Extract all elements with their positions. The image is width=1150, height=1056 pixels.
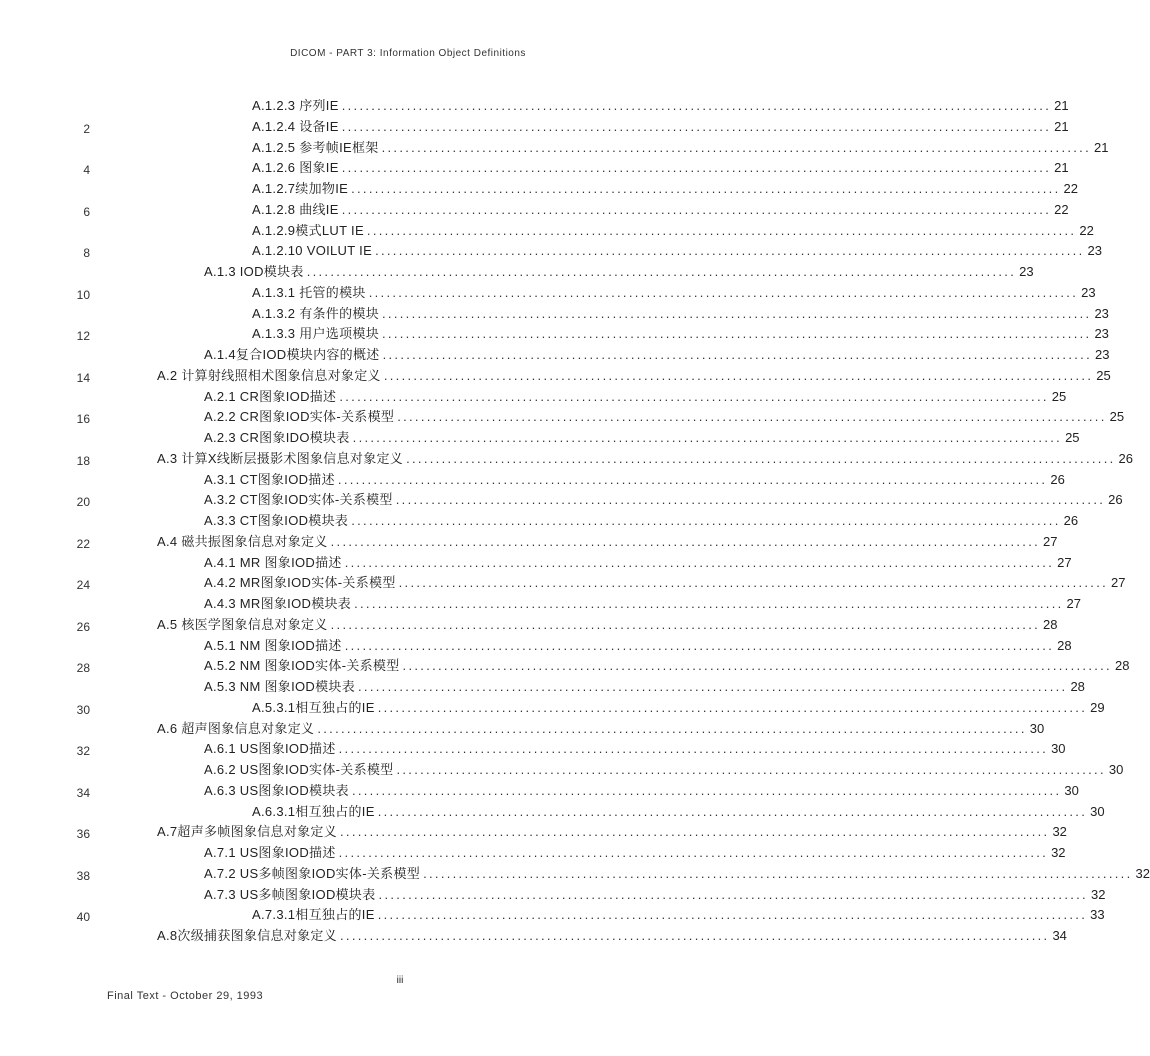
toc-entry[interactable] [204,511,1079,531]
toc-entry-page: 21 [1094,139,1109,155]
toc-entry[interactable] [204,573,1126,593]
line-number: 36 [76,827,90,842]
line-number: 16 [76,412,90,427]
dot-leader: ........................................................................................................................ [382,305,1092,321]
toc-entry-page: 26 [1108,492,1123,508]
toc-entry-page: 23 [1095,347,1110,362]
toc-entry[interactable] [204,656,1130,676]
toc-entry-label: A.8次级捕获图象信息对象定义 [157,928,338,943]
toc-entry[interactable] [252,200,1069,220]
toc-entry[interactable] [204,594,1081,614]
toc-entry[interactable] [252,138,1109,158]
dot-leader: ........................................................................................................................ [382,347,1092,362]
dot-leader: ........................................................................................................................ [337,471,1048,487]
toc-entry-label: A.5.3 NM 图象IOD模块表 [204,679,356,694]
dot-leader: ........................................................................................................................ [341,160,1052,176]
toc-entry-label: A.5.3.1相互独占的IE [252,699,375,715]
toc-entry[interactable] [157,449,1133,469]
toc-entry-page: 23 [1094,326,1109,342]
line-number: 32 [76,744,90,759]
dot-leader: ........................................................................................................................ [377,907,1088,923]
toc-entry[interactable] [204,760,1124,780]
toc-entry-page: 23 [1019,264,1034,279]
toc-entry-label: A.1.2.3 序列IE [252,98,339,113]
toc-entry-label: A.1.3.2 有条件的模块 [252,305,380,321]
dot-leader: ........................................................................................................................ [341,118,1052,134]
toc-entry[interactable] [252,304,1109,324]
toc-entry-page: 30 [1064,782,1079,798]
toc-entry[interactable] [157,532,1058,552]
line-number: 26 [76,619,90,634]
toc-entry[interactable] [204,470,1065,490]
toc-entry[interactable] [252,179,1078,199]
toc-entry-label: A.6 超声图象信息对象定义 [157,720,315,736]
toc-entry[interactable] [252,117,1069,137]
toc-entry-page: 30 [1051,741,1066,757]
toc-entry[interactable] [157,366,1111,386]
toc-entry-page: 26 [1063,513,1079,528]
line-number: 38 [76,868,90,883]
line-number: 20 [76,495,90,510]
toc-entry-page: 32 [1052,824,1067,840]
dot-leader: ........................................................................................................................ [377,699,1088,715]
toc-entry-label: A.6.3 US图象IOD模块表 [204,782,349,798]
dot-leader: ........................................................................................................................ [341,98,1052,113]
toc-entry-page: 27 [1043,533,1058,549]
toc-entry-label: A.2.2 CR图象IOD实体-关系模型 [204,409,395,425]
toc-entry-page: 25 [1109,409,1125,425]
toc-entry-page: 27 [1066,596,1081,611]
toc-entry[interactable] [204,636,1072,656]
toc-entry-page: 33 [1090,907,1105,923]
toc-entry-page: 23 [1081,284,1096,300]
toc-entry[interactable] [252,802,1105,822]
line-number: 34 [76,785,90,800]
toc-entry-page: 27 [1057,554,1072,570]
line-number: 24 [76,578,90,593]
toc-entry[interactable] [252,241,1102,261]
toc-entry-label: A.1.2.7续加物IE [252,181,349,196]
toc-entry[interactable] [252,158,1069,178]
toc-entry[interactable] [252,96,1069,116]
toc-entry-label: A.4.1 MR 图象IOD描述 [204,554,342,570]
dot-leader: ........................................................................................................................ [398,575,1109,591]
toc-entry-label: A.4.3 MR图象IOD模块表 [204,596,352,611]
dot-leader: ........................................................................................................................ [383,367,1094,383]
line-number: 14 [76,370,90,385]
dot-leader: ........................................................................................................................ [351,181,1061,196]
dot-leader: ........................................................................................................................ [395,492,1106,508]
toc-entry-label: A.1.2.9模式LUT IE [252,222,364,238]
toc-entry-page: 23 [1094,305,1109,321]
toc-entry-label: A.1.4复合IOD模块内容的概述 [204,347,380,362]
toc-entry-page: 25 [1096,367,1111,383]
toc-entry-page: 27 [1111,575,1126,591]
line-number: 40 [76,910,90,925]
toc-entry-label: A.7.1 US图象IOD描述 [204,845,336,860]
dot-leader: ........................................................................................................................ [354,596,1064,611]
running-header: DICOM - PART 3: Information Object Definitions [290,48,526,59]
toc-entry-label: A.6.3.1相互独占的IE [252,803,375,819]
toc-entry[interactable] [157,719,1045,739]
toc-entry[interactable] [204,262,1034,282]
dot-leader: ........................................................................................................................ [340,824,1050,840]
toc-entry-label: A.2.3 CR图象IDO模块表 [204,430,350,445]
dot-leader: ........................................................................................................................ [338,845,1049,860]
toc-entry-page: 28 [1043,616,1058,632]
dot-leader: ........................................................................................................................ [344,637,1055,653]
toc-entry-page: 21 [1054,118,1069,134]
dot-leader: ........................................................................................................................ [366,222,1077,238]
dot-leader: ........................................................................................................................ [375,243,1085,259]
toc-entry-page: 32 [1135,865,1150,881]
toc-entry[interactable] [252,905,1105,925]
dot-leader: ........................................................................................................................ [423,865,1133,881]
dot-leader: ........................................................................................................................ [378,886,1088,902]
toc-entry-label: A.2.1 CR图象IOD描述 [204,388,337,404]
dot-leader: ........................................................................................................................ [341,201,1052,217]
toc-entry-page: 21 [1054,98,1069,113]
toc-entry-label: A.1.2.5 参考帧IE框架 [252,139,379,155]
toc-entry-page: 34 [1052,928,1067,943]
toc-entry-label: A.3.1 CT图象IOD描述 [204,471,335,487]
line-number: 2 [83,121,90,136]
toc-entry-page: 28 [1070,679,1085,694]
toc-entry[interactable] [204,781,1079,801]
toc-entry[interactable] [204,843,1066,863]
toc-entry-label: A.3.3 CT图象IOD模块表 [204,513,349,528]
toc-entry-page: 26 [1118,450,1133,466]
toc-entry[interactable] [252,698,1105,718]
toc-entry-page: 32 [1051,845,1066,860]
line-number: 10 [76,287,90,302]
dot-leader: ........................................................................................................................ [339,388,1049,404]
dot-leader: ........................................................................................................................ [330,533,1041,549]
toc-entry-label: A.7超声多帧图象信息对象定义 [157,824,338,840]
toc-entry[interactable] [204,407,1125,427]
toc-entry-page: 28 [1057,637,1072,653]
dot-leader: ........................................................................................................................ [381,139,1092,155]
toc-entry[interactable] [204,428,1080,448]
toc-entry-label: A.3.2 CT图象IOD实体-关系模型 [204,492,393,508]
toc-entry[interactable] [204,864,1150,884]
toc-entry-page: 30 [1090,803,1105,819]
dot-leader: ........................................................................................................................ [397,409,1107,425]
toc-entry-label: A.5.1 NM 图象IOD描述 [204,637,342,653]
toc-entry-page: 21 [1054,160,1069,176]
dot-leader: ........................................................................................................................ [396,762,1106,777]
toc-entry-label: A.5 核医学图象信息对象定义 [157,616,328,632]
toc-entry-page: 28 [1114,658,1130,674]
toc-entry[interactable] [204,739,1066,759]
toc-entry-page: 30 [1029,720,1045,736]
dot-leader: ........................................................................................................................ [382,326,1092,342]
toc-entry[interactable] [204,553,1072,573]
toc-entry-label: A.1.2.8 曲线IE [252,201,339,217]
dot-leader: ........................................................................................................................ [352,430,1063,445]
toc-entry[interactable] [157,822,1067,842]
toc-entry-label: A.1.2.4 设备IE [252,118,339,134]
toc-entry-label: A.7.2 US多帧图象IOD实体-关系模型 [204,865,421,881]
toc-entry-page: 23 [1087,243,1102,259]
toc-entry[interactable] [204,345,1110,365]
line-number: 22 [76,536,90,551]
toc-entry-label: A.2 计算射线照相术图象信息对象定义 [157,367,381,383]
toc-entry[interactable] [252,324,1109,344]
toc-entry-label: A.1.3 IOD模块表 [204,264,304,279]
toc-entry-page: 22 [1079,222,1094,238]
dot-leader: ........................................................................................................................ [368,284,1079,300]
dot-leader: ........................................................................................................................ [402,658,1112,674]
line-number: 28 [76,661,90,676]
dot-leader: ........................................................................................................................ [338,741,1049,757]
dot-leader: ........................................................................................................................ [306,264,1017,279]
toc-entry-label: A.1.2.10 VOILUT IE [252,243,373,259]
toc-entry-page: 30 [1108,762,1124,777]
line-number: 8 [83,246,90,261]
footer-text: Final Text - October 29, 1993 [107,990,264,1002]
toc-entry-label: A.1.3.3 用户选项模块 [252,326,380,342]
toc-entry-page: 26 [1050,471,1065,487]
toc-entry-label: A.4 磁共振图象信息对象定义 [157,533,328,549]
toc-entry-page: 32 [1090,886,1106,902]
toc-entry-page: 25 [1051,388,1067,404]
line-number: 4 [83,163,90,178]
dot-leader: ........................................................................................................................ [317,720,1027,736]
toc-entry-label: A.3 计算X线断层摄影术图象信息对象定义 [157,450,404,466]
toc-entry[interactable] [204,387,1067,407]
toc-entry-label: A.1.2.6 图象IE [252,160,339,176]
dot-leader: ........................................................................................................................ [358,679,1068,694]
toc-entry-label: A.7.3.1相互独占的IE [252,907,375,923]
dot-leader: ........................................................................................................................ [377,803,1088,819]
toc-entry-label: A.1.3.1 托管的模块 [252,284,366,300]
toc-entry[interactable] [204,677,1085,697]
toc-entry[interactable] [252,221,1094,241]
line-number: 30 [76,702,90,717]
dot-leader: ........................................................................................................................ [351,782,1062,798]
line-number: 12 [76,329,90,344]
dot-leader: ........................................................................................................................ [330,616,1041,632]
dot-leader: ........................................................................................................................ [340,928,1050,943]
toc-entry-label: A.6.2 US图象IOD实体-关系模型 [204,762,394,777]
toc-entry-page: 22 [1063,181,1078,196]
toc-entry[interactable] [157,926,1067,946]
dot-leader: ........................................................................................................................ [344,554,1055,570]
dot-leader: ........................................................................................................................ [406,450,1116,466]
toc-entry[interactable] [252,283,1096,303]
dot-leader: ........................................................................................................................ [351,513,1061,528]
toc-entry-label: A.5.2 NM 图象IOD实体-关系模型 [204,658,400,674]
toc-entry[interactable] [157,615,1058,635]
toc-entry-label: A.6.1 US图象IOD描述 [204,741,336,757]
toc-entry[interactable] [204,885,1106,905]
toc-entry-label: A.7.3 US多帧图象IOD模块表 [204,886,376,902]
toc-entry-page: 22 [1054,201,1069,217]
line-number: 18 [76,453,90,468]
toc-entry-label: A.4.2 MR图象IOD实体-关系模型 [204,575,396,591]
toc-entry-page: 25 [1065,430,1080,445]
page-number: iii [396,975,404,986]
toc-entry-page: 29 [1090,699,1105,715]
line-number: 6 [83,204,90,219]
toc-entry[interactable] [204,490,1123,510]
